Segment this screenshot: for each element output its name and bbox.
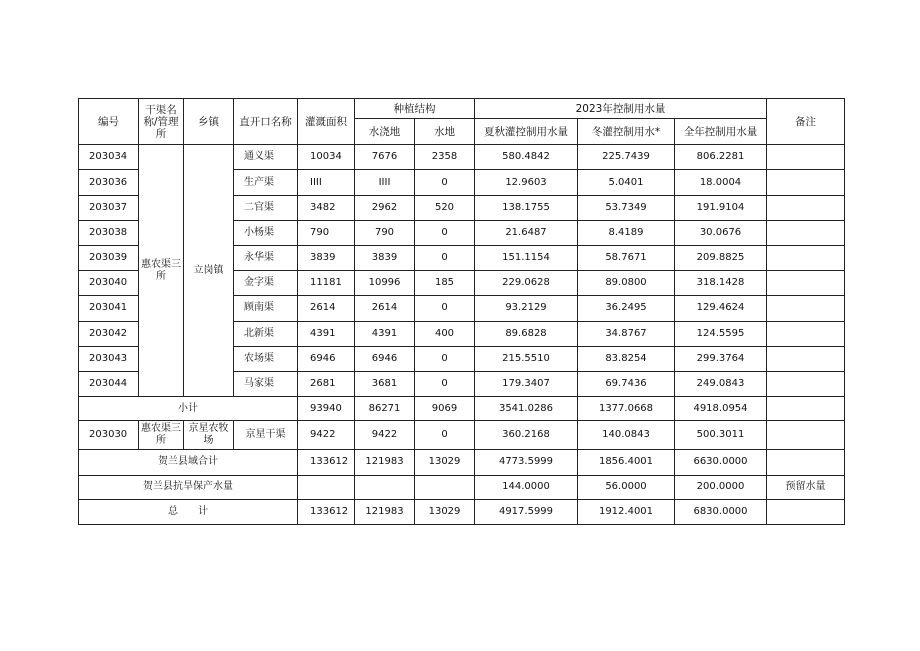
subtotal-summer: 3541.0286 (475, 397, 578, 421)
cell-paddy: 10996 (355, 271, 415, 296)
header-town: 乡镇 (184, 99, 234, 145)
header-area: 灌溉面积 (298, 99, 355, 145)
cell-code: 203041 (79, 296, 139, 321)
grand-total-paddy: 121983 (355, 499, 415, 524)
cell-code: 203042 (79, 321, 139, 346)
cell-winter: 36.2495 (578, 296, 675, 321)
cell-water: 0 (415, 170, 475, 195)
cell-summer: 138.1755 (475, 195, 578, 220)
subtotal-winter: 1377.0668 (578, 397, 675, 421)
subtotal-note (767, 397, 845, 421)
cell-water: 2358 (415, 145, 475, 170)
cell-paddy: 3681 (355, 371, 415, 396)
header-planting: 种植结构 (355, 99, 475, 119)
county-total-annual: 6630.0000 (675, 450, 767, 475)
header-water: 水地 (415, 119, 475, 145)
county-total-area: 133612 (298, 450, 355, 475)
drought-reserve-area (298, 475, 355, 499)
cell-annual: 30.0676 (675, 220, 767, 245)
group-trunk: 惠农渠三所 (139, 145, 184, 397)
header-quota-2023: 2023年控制用水量 (475, 99, 767, 119)
jingxing-summer: 360.2168 (475, 421, 578, 450)
cell-area: 4391 (298, 321, 355, 346)
jingxing-canal: 京星干渠 (234, 421, 298, 450)
cell-note (767, 170, 845, 195)
header-canal: 直开口名称 (234, 99, 298, 145)
cell-paddy: IIII (355, 170, 415, 195)
cell-annual: 191.9104 (675, 195, 767, 220)
header-summer: 夏秋灌控制用水量 (475, 119, 578, 145)
cell-annual: 209.8825 (675, 246, 767, 271)
water-quota-table (78, 98, 845, 525)
cell-area: 2681 (298, 371, 355, 396)
cell-water: 400 (415, 321, 475, 346)
drought-reserve-summer: 144.0000 (475, 475, 578, 499)
cell-annual: 18.0004 (675, 170, 767, 195)
cell-summer: 580.4842 (475, 145, 578, 170)
county-total-note (767, 450, 845, 475)
cell-summer: 179.3407 (475, 371, 578, 396)
jingxing-area: 9422 (298, 421, 355, 450)
grand-total-annual: 6830.0000 (675, 499, 767, 524)
cell-water: 0 (415, 346, 475, 371)
cell-canal: 小杨渠 (234, 220, 298, 245)
cell-canal: 马家渠 (234, 371, 298, 396)
cell-note (767, 321, 845, 346)
cell-winter: 89.0800 (578, 271, 675, 296)
cell-winter: 34.8767 (578, 321, 675, 346)
subtotal-area: 93940 (298, 397, 355, 421)
jingxing-trunk: 惠农渠三所 (139, 421, 184, 450)
cell-area: 11181 (298, 271, 355, 296)
cell-canal: 金字渠 (234, 271, 298, 296)
cell-note (767, 371, 845, 396)
drought-reserve-note: 预留水量 (767, 475, 845, 499)
cell-winter: 5.0401 (578, 170, 675, 195)
cell-note (767, 246, 845, 271)
table-row (79, 145, 845, 170)
cell-area: IIII (298, 170, 355, 195)
cell-paddy: 2962 (355, 195, 415, 220)
cell-water: 0 (415, 296, 475, 321)
cell-paddy: 7676 (355, 145, 415, 170)
subtotal-water: 9069 (415, 397, 475, 421)
grand-total-label: 总 计 (79, 499, 298, 524)
cell-annual: 129.4624 (675, 296, 767, 321)
header-note: 备注 (767, 99, 845, 145)
county-total-summer: 4773.5999 (475, 450, 578, 475)
cell-area: 2614 (298, 296, 355, 321)
cell-code: 203039 (79, 246, 139, 271)
cell-annual: 299.3764 (675, 346, 767, 371)
header-trunk: 干渠名称/管理所 (139, 99, 184, 145)
subtotal-annual: 4918.0954 (675, 397, 767, 421)
drought-reserve-water (415, 475, 475, 499)
cell-water: 0 (415, 220, 475, 245)
cell-winter: 83.8254 (578, 346, 675, 371)
header-annual: 全年控制用水量 (675, 119, 767, 145)
cell-note (767, 145, 845, 170)
header-code: 编号 (79, 99, 139, 145)
cell-area: 3482 (298, 195, 355, 220)
drought-reserve-winter: 56.0000 (578, 475, 675, 499)
cell-annual: 124.5595 (675, 321, 767, 346)
cell-summer: 12.9603 (475, 170, 578, 195)
cell-note (767, 271, 845, 296)
cell-canal: 顾南渠 (234, 296, 298, 321)
cell-water: 185 (415, 271, 475, 296)
grand-total-row (79, 499, 845, 524)
cell-code: 203036 (79, 170, 139, 195)
cell-summer: 229.0628 (475, 271, 578, 296)
cell-paddy: 790 (355, 220, 415, 245)
cell-code: 203038 (79, 220, 139, 245)
jingxing-paddy: 9422 (355, 421, 415, 450)
cell-code: 203044 (79, 371, 139, 396)
cell-code: 203034 (79, 145, 139, 170)
grand-total-area: 133612 (298, 499, 355, 524)
cell-code: 203040 (79, 271, 139, 296)
drought-reserve-annual: 200.0000 (675, 475, 767, 499)
jingxing-water: 0 (415, 421, 475, 450)
cell-water: 520 (415, 195, 475, 220)
cell-paddy: 2614 (355, 296, 415, 321)
cell-annual: 249.0843 (675, 371, 767, 396)
cell-winter: 58.7671 (578, 246, 675, 271)
cell-summer: 89.6828 (475, 321, 578, 346)
drought-reserve-row (79, 475, 845, 499)
grand-total-water: 13029 (415, 499, 475, 524)
cell-note (767, 220, 845, 245)
cell-water: 0 (415, 371, 475, 396)
group-town: 立岗镇 (184, 145, 234, 397)
county-total-row (79, 450, 845, 475)
jingxing-winter: 140.0843 (578, 421, 675, 450)
cell-annual: 806.2281 (675, 145, 767, 170)
county-total-water: 13029 (415, 450, 475, 475)
cell-note (767, 296, 845, 321)
jingxing-row (79, 421, 845, 450)
cell-code: 203037 (79, 195, 139, 220)
county-total-winter: 1856.4001 (578, 450, 675, 475)
cell-winter: 53.7349 (578, 195, 675, 220)
county-total-paddy: 121983 (355, 450, 415, 475)
cell-water: 0 (415, 246, 475, 271)
header-paddy: 水浇地 (355, 119, 415, 145)
cell-code: 203043 (79, 346, 139, 371)
cell-summer: 215.5510 (475, 346, 578, 371)
county-total-label: 贺兰县域合计 (79, 450, 298, 475)
jingxing-annual: 500.3011 (675, 421, 767, 450)
subtotal-label: 小计 (79, 397, 298, 421)
cell-note (767, 346, 845, 371)
cell-area: 6946 (298, 346, 355, 371)
cell-canal: 生产渠 (234, 170, 298, 195)
cell-area: 3839 (298, 246, 355, 271)
cell-area: 790 (298, 220, 355, 245)
cell-paddy: 3839 (355, 246, 415, 271)
jingxing-code: 203030 (79, 421, 139, 450)
cell-winter: 225.7439 (578, 145, 675, 170)
drought-reserve-label: 贺兰县抗旱保产水量 (79, 475, 298, 499)
cell-summer: 151.1154 (475, 246, 578, 271)
cell-winter: 69.7436 (578, 371, 675, 396)
cell-canal: 通义渠 (234, 145, 298, 170)
jingxing-note (767, 421, 845, 450)
cell-canal: 北新渠 (234, 321, 298, 346)
cell-annual: 318.1428 (675, 271, 767, 296)
jingxing-town: 京星农牧场 (184, 421, 234, 450)
grand-total-winter: 1912.4001 (578, 499, 675, 524)
drought-reserve-paddy (355, 475, 415, 499)
header-winter: 冬灌控制用水* (578, 119, 675, 145)
grand-total-note (767, 499, 845, 524)
grand-total-summer: 4917.5999 (475, 499, 578, 524)
cell-paddy: 4391 (355, 321, 415, 346)
cell-canal: 永华渠 (234, 246, 298, 271)
cell-summer: 93.2129 (475, 296, 578, 321)
cell-canal: 二官渠 (234, 195, 298, 220)
cell-paddy: 6946 (355, 346, 415, 371)
cell-canal: 农场渠 (234, 346, 298, 371)
subtotal-paddy: 86271 (355, 397, 415, 421)
cell-winter: 8.4189 (578, 220, 675, 245)
cell-note (767, 195, 845, 220)
cell-summer: 21.6487 (475, 220, 578, 245)
cell-area: 10034 (298, 145, 355, 170)
subtotal-row (79, 397, 845, 421)
